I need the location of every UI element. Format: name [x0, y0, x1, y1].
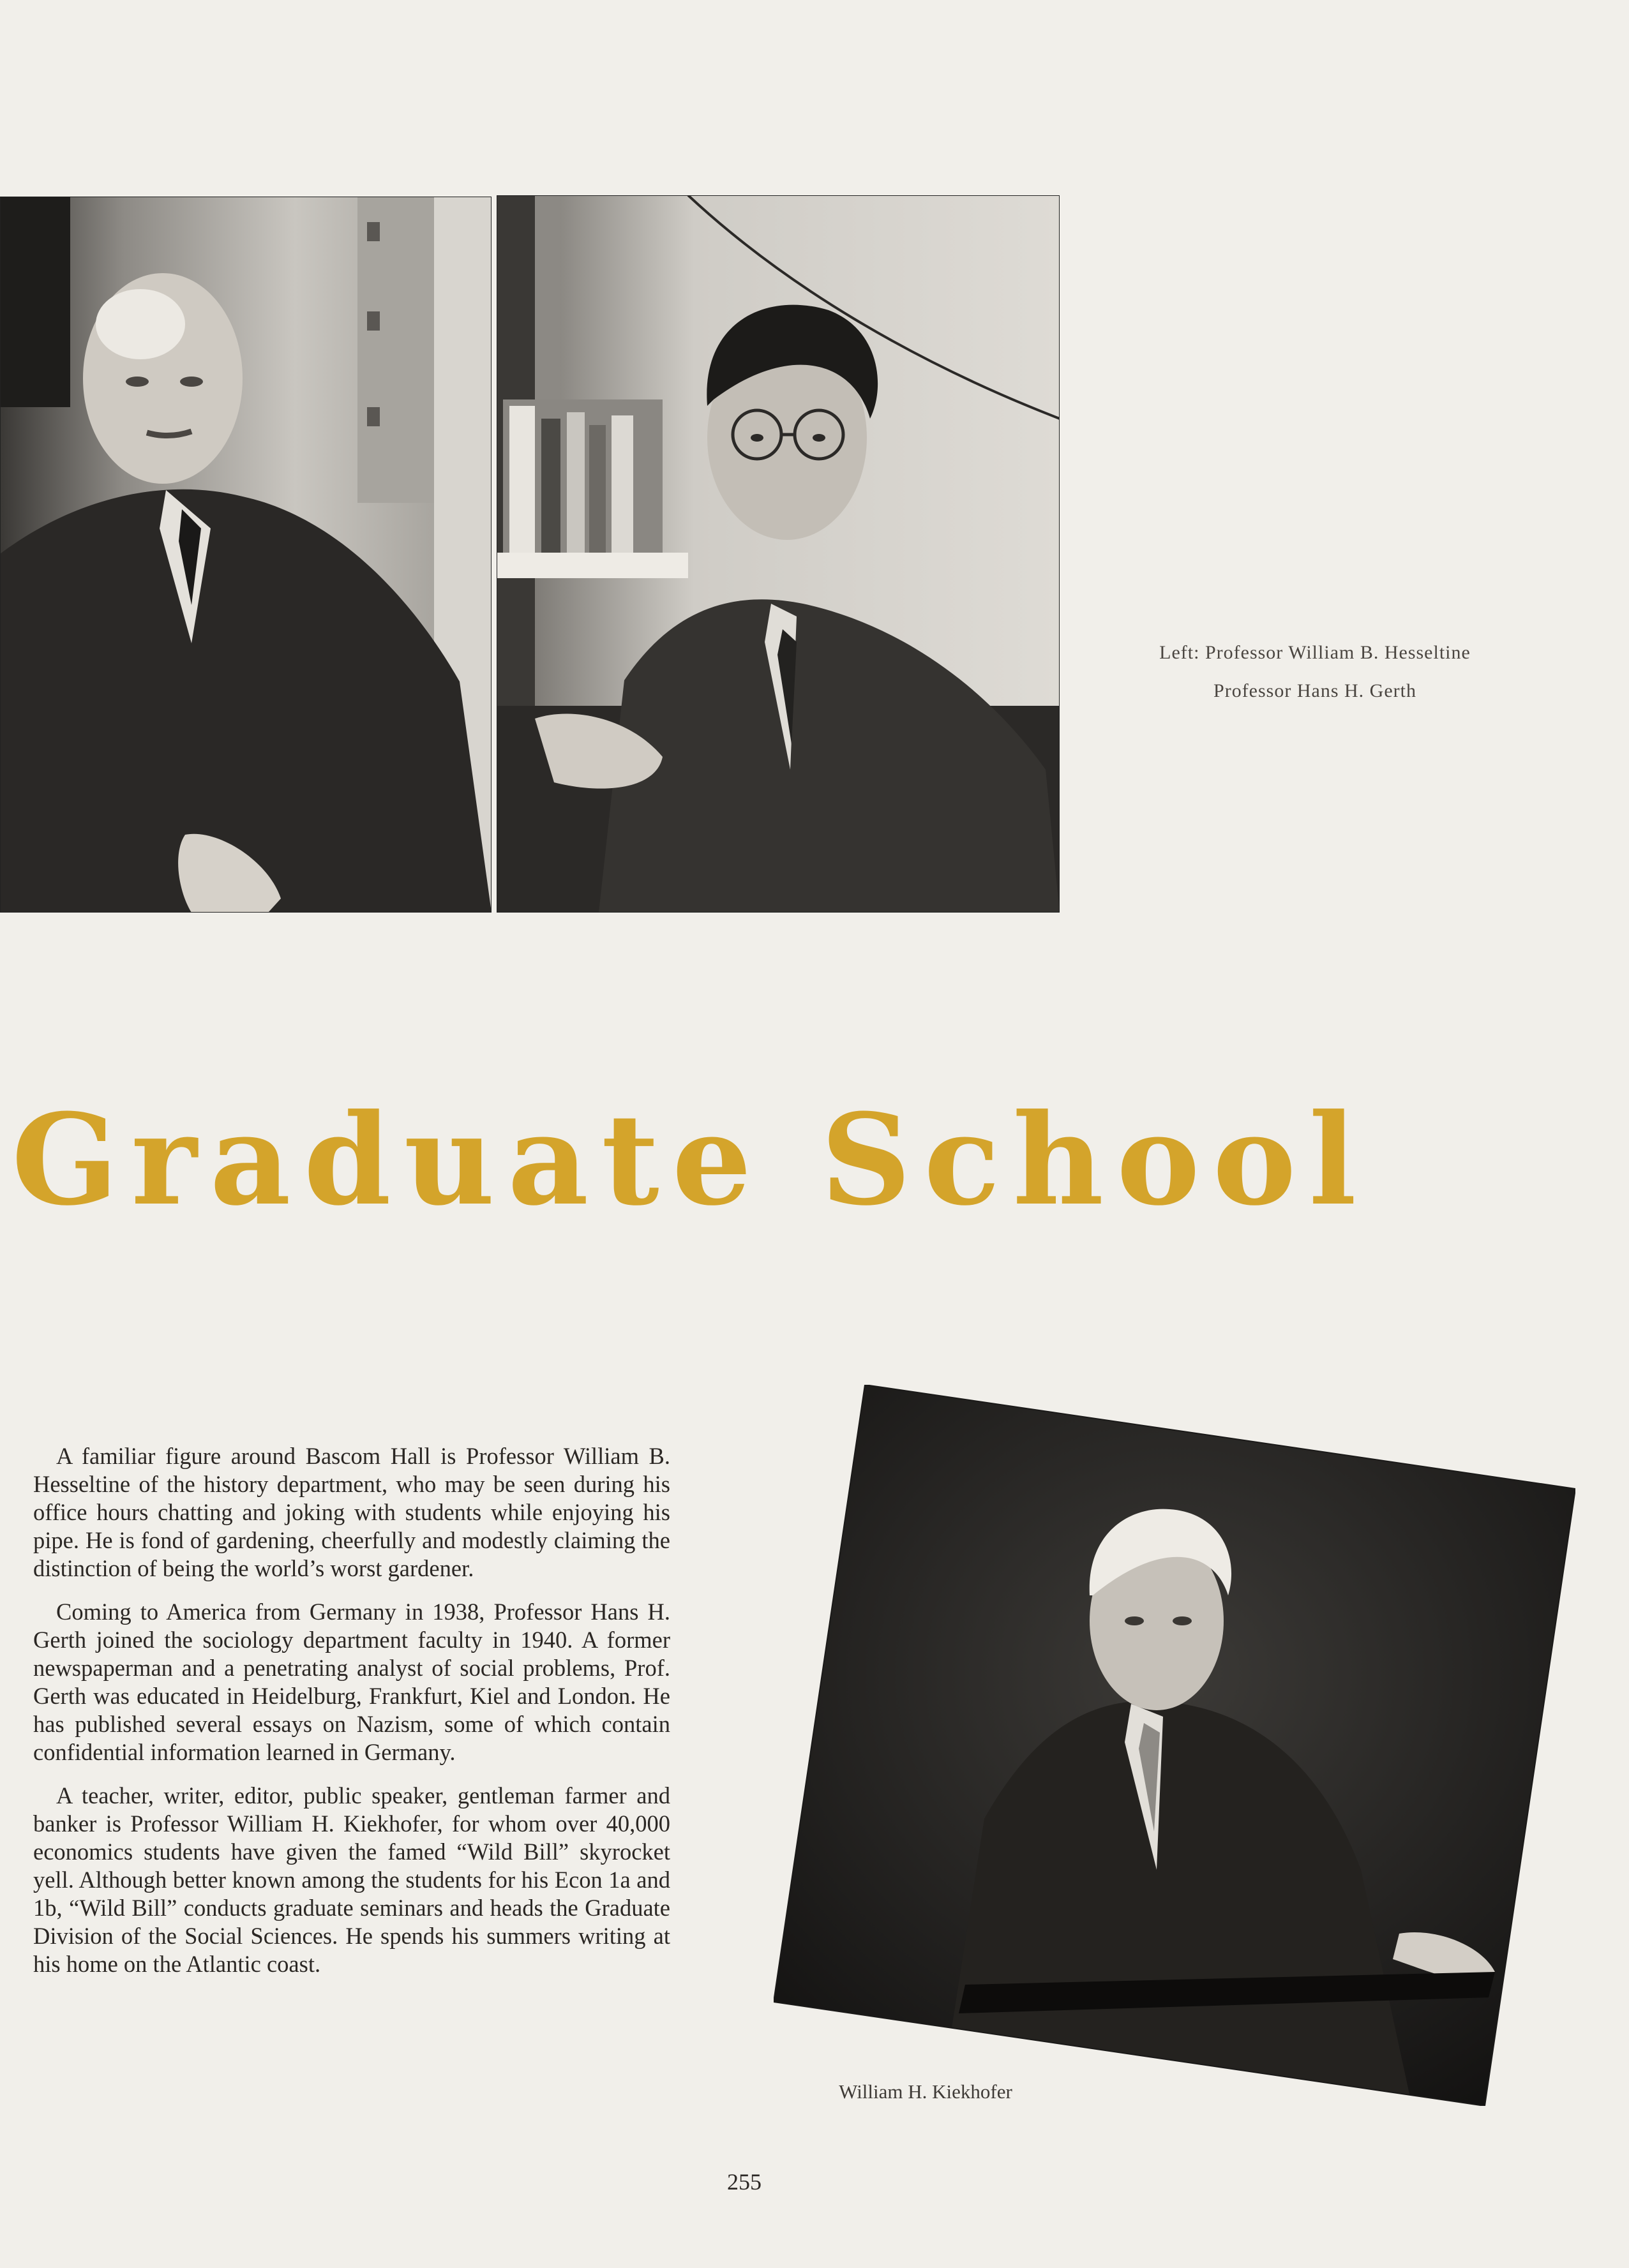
photo-caption-kiekhofer: William H. Kiekhofer: [839, 2080, 1012, 2103]
photo-hesseltine: [0, 197, 492, 913]
paragraph-hesseltine: A familiar figure around Bascom Hall is Professor William B. Hesseltine of the history department, who may be seen during his office hours chatting and joking with students while enjoying his pipe. He is fond of gardening, cheerfully and modestly claiming the distinction of being the world’s worst gardener.: [33, 1443, 670, 1581]
body-text: [33, 1442, 670, 1994]
photo-caption-left: Left: Professor William B. Hesseltine: [1159, 642, 1471, 663]
paragraph-gerth: Coming to America from Germany in 1938, Professor Hans H. Gerth joined the sociology department faculty in 1940. A former newspaperman and a penetrating analyst of social problems, Prof. Gerth was educated in Heidelburg, Frankfurt, Kiel and London. He has published several essays on Nazism, some of which contain confidential information learned in Germany.: [33, 1599, 670, 1765]
page-title: Graduate School: [11, 1087, 1369, 1234]
photo-kiekhofer: [774, 1385, 1575, 2106]
photo-caption-right: Professor Hans H. Gerth: [1213, 680, 1416, 701]
page-number: 255: [727, 2169, 762, 2195]
photo-gerth: [497, 195, 1060, 913]
paragraph-kiekhofer: A teacher, writer, editor, public speaker, gentleman farmer and banker is Professor William H. Kiekhofer, for whom over 40,000 economics students have given the famed “Wild Bill” skyrocket yell. Although better known among the students for his Econ 1a and 1b, “Wild Bill” conducts graduate seminars and heads the Graduate Division of the Social Sciences. He spends his summers writing at his home on the Atlantic coast.: [33, 1782, 670, 1977]
